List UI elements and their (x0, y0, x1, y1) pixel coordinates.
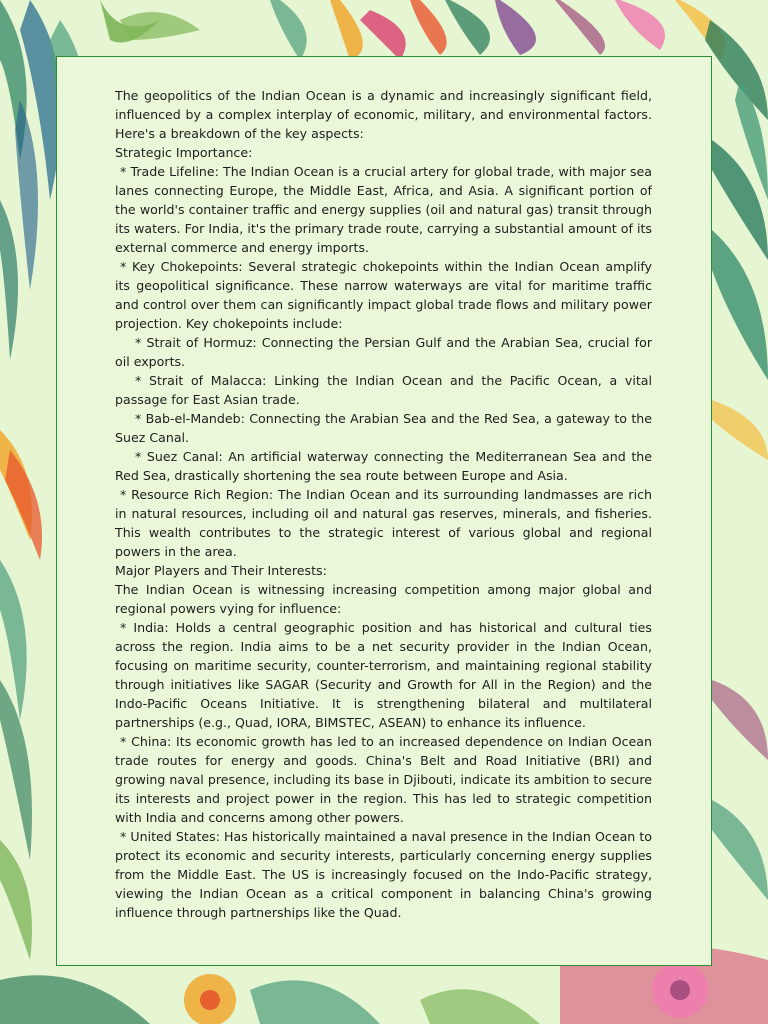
document-body (115, 86, 652, 922)
intro-paragraph: The geopolitics of the Indian Ocean is a dynamic and increasingly significant field, influenced by a complex interplay of economic, military, and environmental factors. Here's a breakdown of the key aspects: (115, 88, 652, 141)
bullet-item: * Resource Rich Region: The Indian Ocean and its surrounding landmasses are rich in natural resources, including oil and natural gas reserves, minerals, and fisheries. This wealth contributes to the strategic interest of various global and regional powers in the area. (115, 487, 652, 559)
sub-bullet-item: * Suez Canal: An artificial waterway connecting the Mediterranean Sea and the Red Sea, drastically shortening the sea route between Europe and Asia. (115, 449, 652, 483)
bullet-item: * Trade Lifeline: The Indian Ocean is a crucial artery for global trade, with major sea lanes connecting Europe, the Middle East, Africa, and Asia. A significant portion of the world's container traffic and energy supplies (oil and natural gas) transit through its waters. For India, it's the primary trade route, carrying a substantial amount of its external commerce and energy imports. (115, 164, 652, 255)
section-heading: Major Players and Their Interests: (115, 563, 327, 578)
sub-bullet-item: * Strait of Malacca: Linking the Indian Ocean and the Pacific Ocean, a vital passage for East Asian trade. (115, 373, 652, 407)
left-side-decor (0, 430, 42, 960)
bullet-item: * United States: Has historically maintained a naval presence in the Indian Ocean to protect its economic and security interests, particularly concerning energy supplies from the Middle East. The US is increasingly focused on the Indo-Pacific strategy, viewing the Indian Ocean as a critical component in balancing China's growing influence through partnerships like the Quad. (115, 829, 652, 920)
sub-bullet-item: * Strait of Hormuz: Connecting the Persian Gulf and the Arabian Sea, crucial for oil exports. (115, 335, 652, 369)
bullet-item: * India: Holds a central geographic position and has historical and cultural ties across the region. India aims to be a net security provider in the Indian Ocean, focusing on maritime security, counter-terrorism, and maintaining regional stability through initiatives like SAGAR (Security and Growth for All in the Region) and the Indo-Pacific Oceans Initiative. It is strengthening bilateral and multilateral partnerships (e.g., Quad, IORA, BIMSTEC, ASEAN) to enhance its influence. (115, 620, 652, 730)
section-heading: Strategic Importance: (115, 145, 253, 160)
sub-bullet-item: * Bab-el-Mandeb: Connecting the Arabian Sea and the Red Sea, a gateway to the Suez Canal. (115, 411, 652, 445)
right-side-leaves (712, 140, 768, 900)
bullet-item: * China: Its economic growth has led to an increased dependence on Indian Ocean trade routes for energy and goods. China's Belt and Road Initiative (BRI) and growing naval presence, including its base in Djibouti, indicate its ambition to secure its interests and project power in the region. This has led to strategic competition with India and concerns among other powers. (115, 734, 652, 825)
paragraph: The Indian Ocean is witnessing increasing competition among major global and regional powers vying for influence: (115, 582, 652, 616)
bullet-item: * Key Chokepoints: Several strategic chokepoints within the Indian Ocean amplify its geopolitical significance. These narrow waterways are vital for maritime traffic and control over them can significantly impact global trade flows and military power projection. Key chokepoints include: (115, 259, 652, 331)
